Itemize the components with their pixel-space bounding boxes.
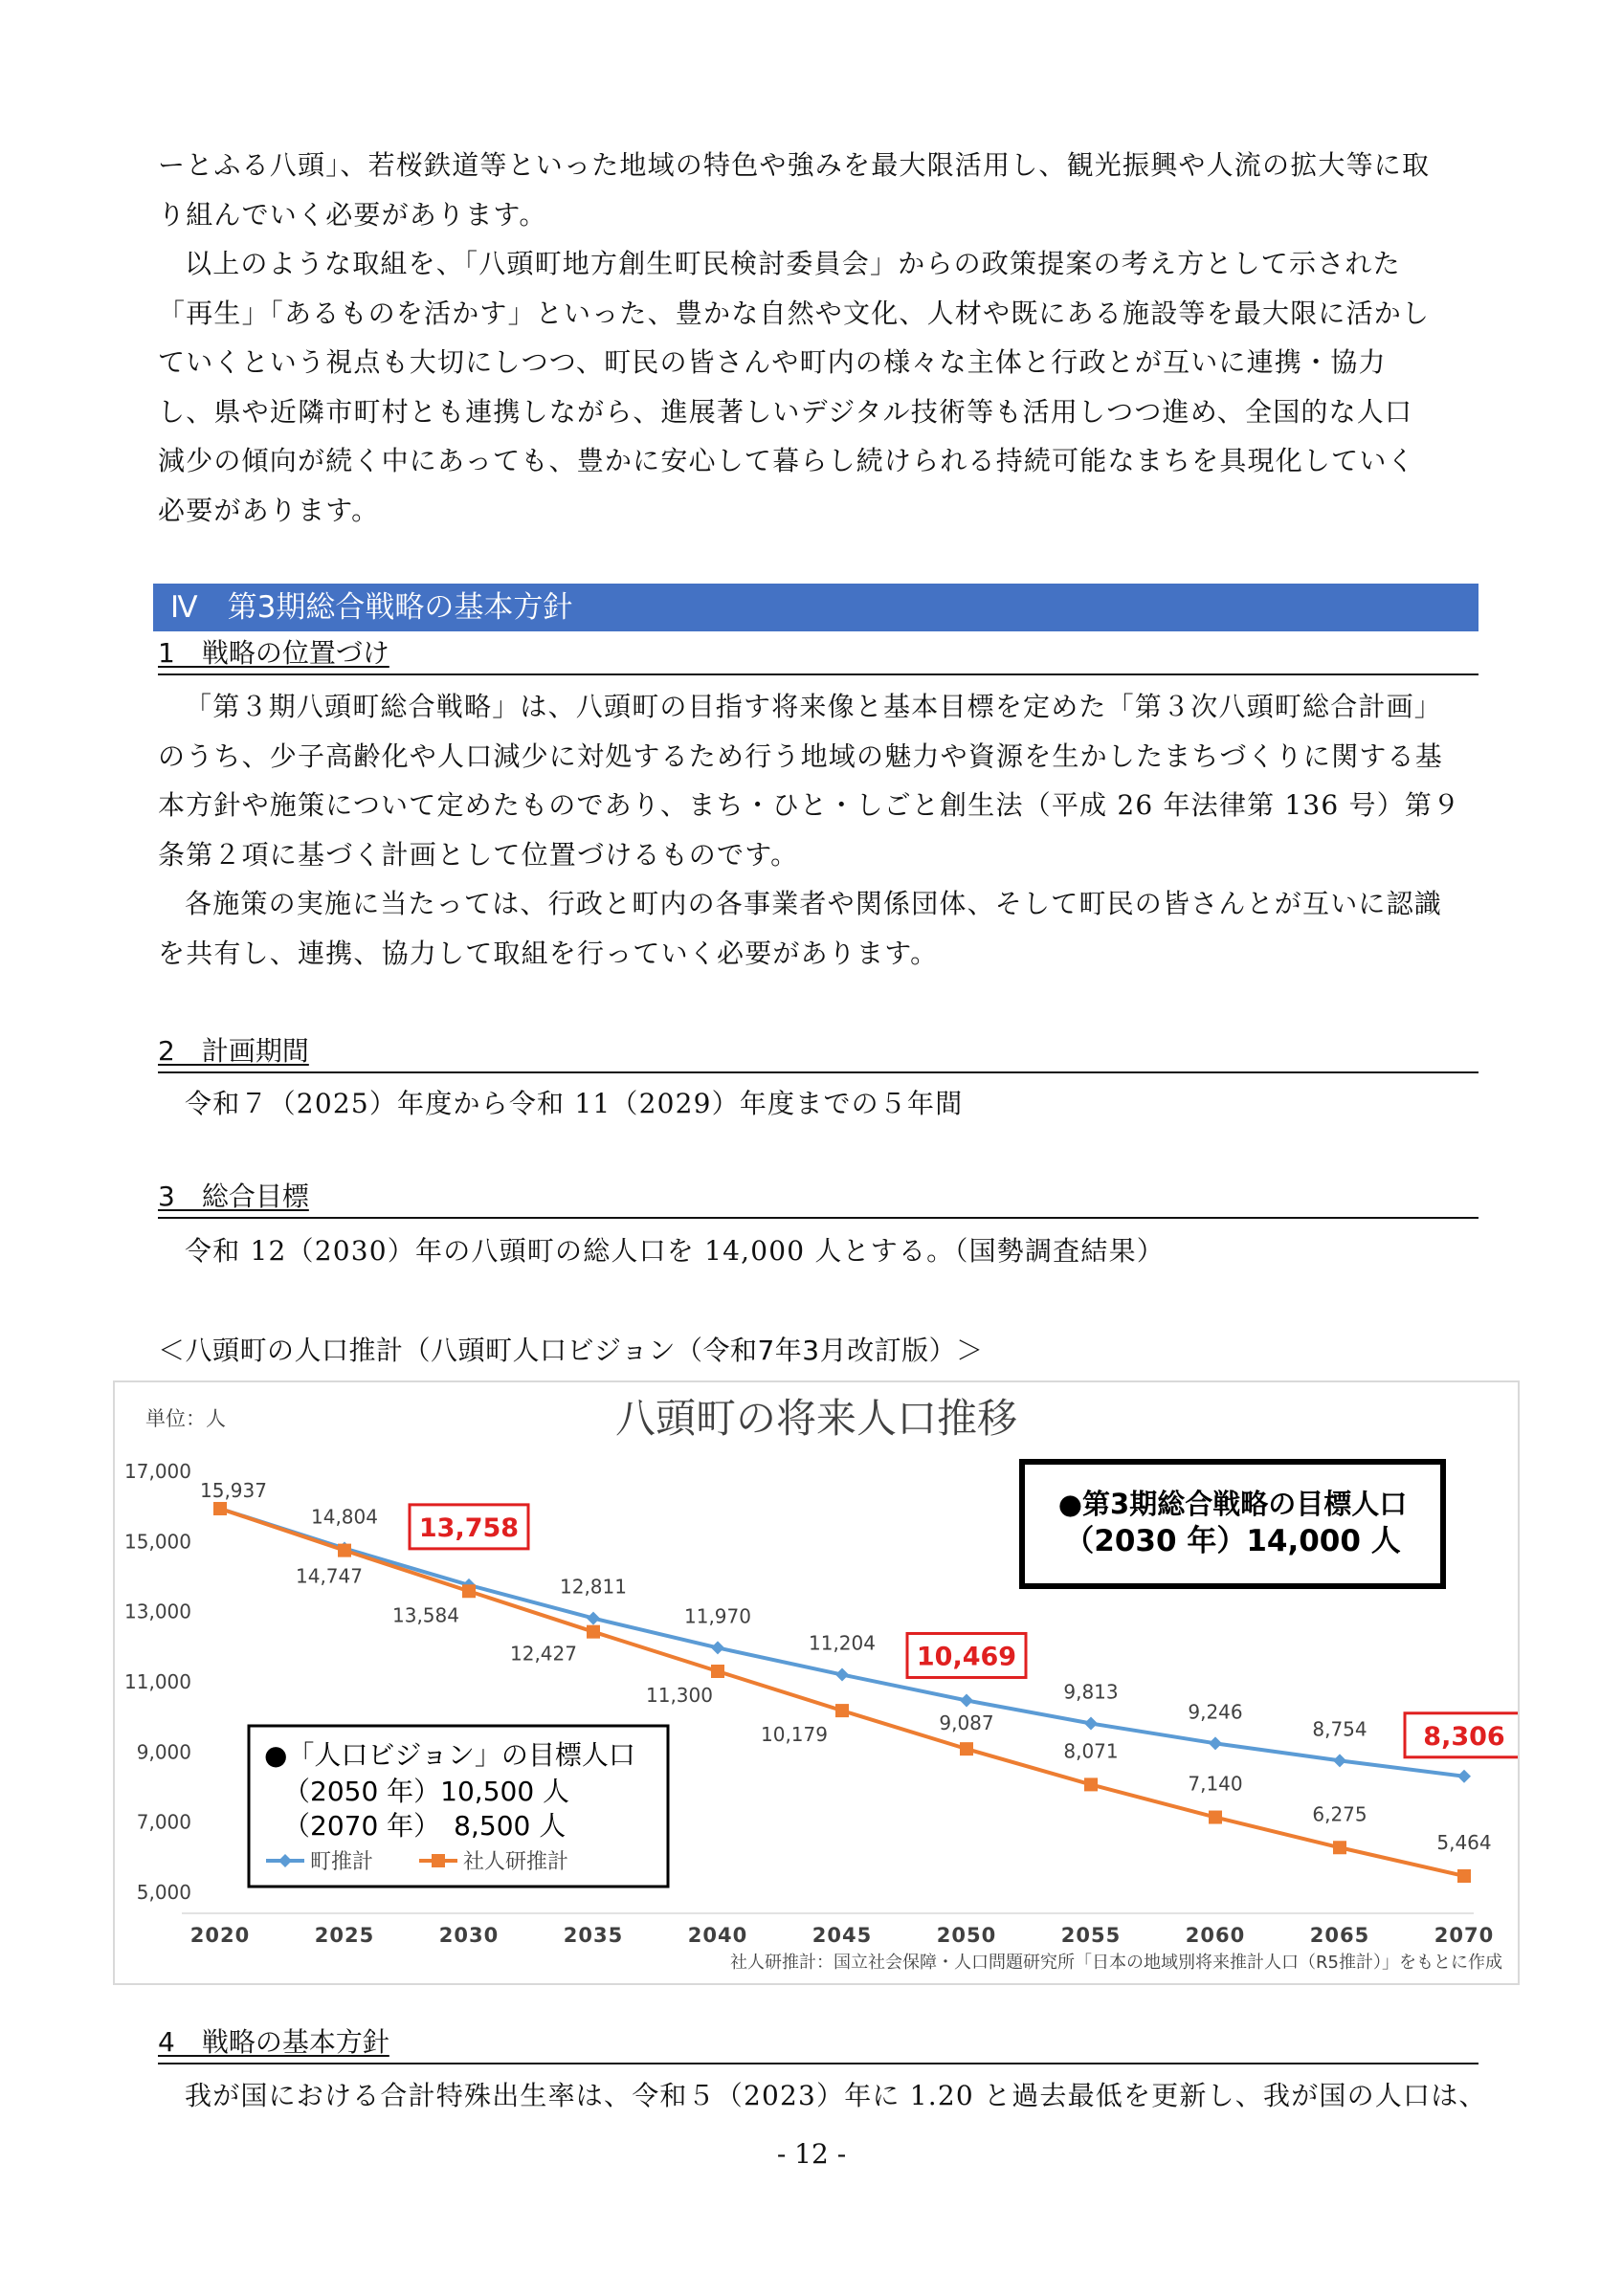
y-tick-label: 13,000 <box>124 1600 191 1623</box>
y-tick-label: 7,000 <box>136 1810 191 1834</box>
text-line: 我が国における合計特殊出生率は、令和５（2023）年に 1.20 と過去最低を更新し、我が国の人口は、 <box>185 2080 1487 2111</box>
heading-text: 2 計画期間 <box>158 1035 309 1067</box>
text-line: 必要があります。 <box>158 494 380 526</box>
section-title: Ⅳ 第3期総合戦略の基本方針 <box>153 584 1478 631</box>
data-label: 10,179 <box>761 1723 828 1747</box>
heading-text: 3 総合目標 <box>158 1181 309 1212</box>
page-number: - 12 - <box>776 2138 847 2170</box>
target-line1: ●第3期総合戦略の目標人口 <box>1057 1488 1408 1520</box>
data-label: 11,970 <box>684 1604 751 1628</box>
text-line: り組んでいく必要があります。 <box>158 198 547 231</box>
text-line: ていくという視点も大切にしつつ、町民の皆さんや町内の様々な主体と行政とが互いに連携・協力 <box>158 346 1387 378</box>
data-label: 5,464 <box>1436 1830 1492 1854</box>
heading-text: 4 戦略の基本方針 <box>158 2026 389 2058</box>
x-tick-label: 2050 <box>936 1924 997 1947</box>
data-label: 13,584 <box>392 1603 459 1627</box>
target-line2: （2030 年）14,000 人 <box>1064 1524 1401 1558</box>
data-label: 11,300 <box>646 1684 713 1707</box>
x-tick-label: 2060 <box>1185 1924 1246 1947</box>
data-point-town <box>711 1641 724 1654</box>
x-tick-label: 2070 <box>1434 1924 1495 1947</box>
text-line: 令和 12（2030）年の八頭町の総人口を 14,000 人とする。（国勢調査結果） <box>185 1235 1165 1267</box>
legend-label: 町推計 <box>310 1850 374 1874</box>
subsection-heading-4 <box>158 2022 1478 2064</box>
y-tick-label: 9,000 <box>136 1740 191 1764</box>
y-tick-label: 11,000 <box>124 1670 191 1693</box>
subsection-heading-3 <box>158 1177 1478 1219</box>
s1-paragraph <box>158 682 1478 978</box>
y-tick-label: 15,000 <box>124 1530 191 1554</box>
data-point-town <box>960 1693 973 1707</box>
target-callout <box>1022 1462 1443 1586</box>
chart-svg <box>115 1382 1518 1983</box>
data-label: 14,747 <box>296 1564 363 1588</box>
text-line: のうち、少子高齢化や人口減少に対処するため行う地域の魅力や資源を生かしたまちづくりに関する基 <box>158 740 1443 772</box>
data-label: 12,427 <box>510 1642 577 1666</box>
x-tick-label: 2025 <box>314 1924 375 1947</box>
text-line: し、県や近隣市町村とも連携しながら、進展著しいデジタル技術等も活用しつつ進め、全国的な人口 <box>158 395 1413 428</box>
data-point-town <box>835 1668 849 1682</box>
data-point-ipss <box>1457 1869 1471 1883</box>
data-label-highlight: 8,306 <box>1423 1721 1505 1752</box>
text-line: 令和７（2025）年度から令和 11（2029）年度までの５年間 <box>185 1088 964 1119</box>
x-tick-label: 2040 <box>687 1924 748 1947</box>
data-label: 14,804 <box>311 1505 378 1529</box>
data-point-ipss <box>1209 1811 1222 1824</box>
population-chart <box>113 1380 1520 1985</box>
text-line: 「第３期八頭町総合戦略」は、八頭町の目指す将来像と基本目標を定めた「第３次八頭町総合計画」 <box>185 691 1443 722</box>
unit-label: 単位：人 <box>145 1407 226 1430</box>
x-tick-label: 2045 <box>812 1924 873 1947</box>
text-line: 減少の傾向が続く中にあっても、豊かに安心して暮らし続けられる持続可能なまちを具現化していく <box>158 445 1415 476</box>
data-point-ipss <box>960 1742 973 1755</box>
data-label: 9,813 <box>1063 1680 1119 1704</box>
data-label: 8,071 <box>1063 1739 1119 1763</box>
data-label-highlight: 10,469 <box>916 1642 1017 1672</box>
data-label: 15,937 <box>200 1478 267 1502</box>
subsection-heading-1 <box>158 633 1478 675</box>
data-point-ipss <box>835 1704 849 1717</box>
text-line: 「再生」「あるものを活かす」といった、豊かな自然や文化、人材や既にある施設等を最大限に活かし <box>158 297 1431 329</box>
y-tick-label: 17,000 <box>124 1460 191 1483</box>
data-label: 11,204 <box>809 1631 876 1655</box>
x-tick-label: 2020 <box>189 1924 251 1947</box>
chart-caption: ＜八頭町の人口推計（八頭町人口ビジョン（令和7年3月改訂版）＞ <box>158 1335 984 1366</box>
data-label: 7,140 <box>1188 1772 1243 1796</box>
data-point-town <box>1457 1770 1471 1783</box>
subsection-heading-2 <box>158 1031 1478 1073</box>
s3-paragraph <box>158 1226 1478 1276</box>
text-line: ーとふる八頭」、若桜鉄道等といった地域の特色や強みを最大限活用し、観光振興や人流の拡大等に取 <box>158 149 1431 181</box>
s4-paragraph <box>158 2071 1487 2121</box>
data-label: 8,754 <box>1312 1717 1367 1741</box>
x-tick-label: 2065 <box>1309 1924 1370 1947</box>
intro-paragraph <box>158 141 1478 535</box>
data-point-ipss <box>1333 1841 1346 1854</box>
chart-title: 八頭町の将来人口推移 <box>614 1395 1018 1442</box>
x-tick-label: 2055 <box>1060 1924 1122 1947</box>
data-point-town <box>587 1612 600 1625</box>
chart-source: 社人研推計：国立社会保障・人口問題研究所「日本の地域別将来推計人口（R5推計）」をもとに作成 <box>730 1953 1502 1973</box>
data-point-town <box>1084 1717 1098 1731</box>
data-label: 9,246 <box>1188 1700 1243 1724</box>
data-point-ipss <box>587 1625 600 1639</box>
vision-line2: （2050 年）10,500 人 <box>283 1776 570 1807</box>
data-point-town <box>1209 1736 1222 1750</box>
legend-marker <box>432 1854 445 1867</box>
s2-paragraph <box>158 1079 1478 1129</box>
data-label: 12,811 <box>560 1575 627 1599</box>
x-tick-label: 2035 <box>563 1924 624 1947</box>
text-line: 以上のような取組を、「八頭町地方創生町民検討委員会」からの政策提案の考え方として示された <box>185 248 1401 279</box>
vision-line1: ●「人口ビジョン」の目標人口 <box>264 1739 635 1771</box>
heading-text: 1 戦略の位置づけ <box>158 637 389 669</box>
x-tick-label: 2030 <box>438 1924 500 1947</box>
y-tick-label: 5,000 <box>136 1881 191 1904</box>
text-line: 各施策の実施に当たっては、行政と町内の各事業者や関係団体、そして町民の皆さんとが互いに認識 <box>185 888 1443 919</box>
legend-label: 社人研推計 <box>463 1850 569 1874</box>
data-point-ipss <box>338 1544 351 1557</box>
data-label: 9,087 <box>939 1711 994 1735</box>
data-point-ipss <box>711 1665 724 1678</box>
data-label: 6,275 <box>1312 1802 1367 1826</box>
data-point-ipss <box>1084 1777 1098 1791</box>
data-point-ipss <box>213 1502 227 1515</box>
data-point-ipss <box>462 1584 476 1598</box>
text-line: 本方針や施策について定めたものであり、まち・ひと・しごと創生法（平成 26 年法律第 136 号）第９ <box>158 789 1461 821</box>
text-line: 条第２項に基づく計画として位置づけるものです。 <box>158 838 799 871</box>
data-point-town <box>1333 1754 1346 1767</box>
data-label-highlight: 13,758 <box>418 1512 520 1543</box>
text-line: を共有し、連携、協力して取組を行っていく必要があります。 <box>158 937 939 969</box>
vision-line3: （2070 年） 8,500 人 <box>283 1810 567 1842</box>
